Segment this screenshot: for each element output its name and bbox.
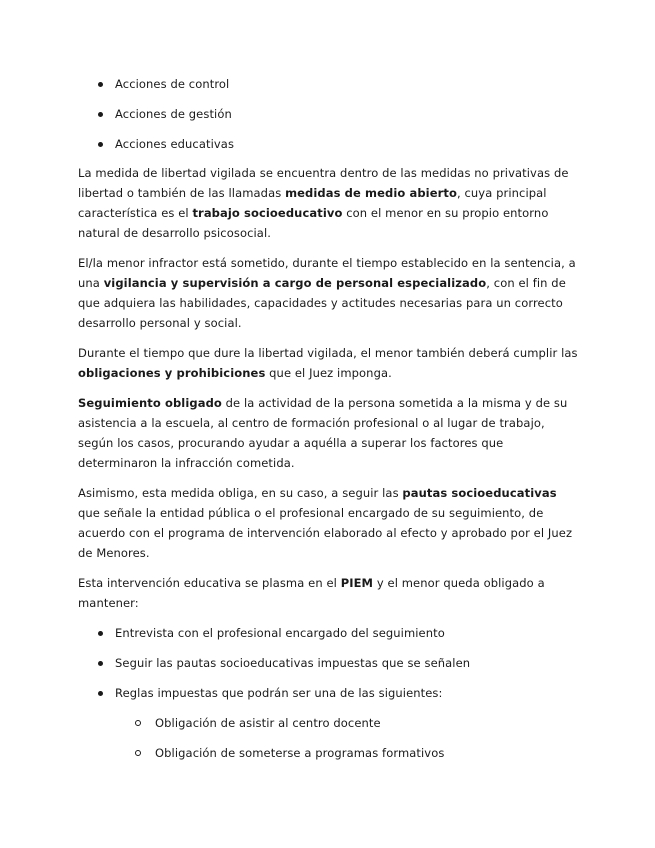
list-item: Entrevista con el profesional encargado del seguimiento xyxy=(78,623,578,643)
bold-text: vigilancia y supervisión a cargo de personal especializado xyxy=(103,276,487,290)
bold-text: pautas socioeducativas xyxy=(402,486,557,500)
list-item: Reglas impuestas que podrán ser una de las siguientes: xyxy=(78,683,578,703)
list-item: Seguir las pautas socioeducativas impuestas que se señalen xyxy=(78,653,578,673)
paragraph-pautas: Asimismo, esta medida obliga, en su caso, a seguir las pautas socioeducativas que señale la entidad pública o el profesional encargado de su seguimiento, de acuerdo con el programa de intervención elaborado al efecto y aprobado por el Juez de Menores. xyxy=(78,486,573,560)
document-body xyxy=(78,74,578,773)
bold-text: medidas de medio abierto xyxy=(285,186,457,200)
paragraph-libertad-vigilada: La medida de libertad vigilada se encuentra dentro de las medidas no privativas de libertad o también de las llamadas medidas de medio abierto, cuya principal característica es el trabajo socioeducativo con el menor en su propio entorno natural de desarrollo psicosocial. xyxy=(78,166,569,240)
bold-text: trabajo socioeducativo xyxy=(192,206,343,220)
list-item: Acciones de gestión xyxy=(78,104,578,124)
bullet-list-actions xyxy=(78,74,578,154)
bold-text: Seguimiento obligado xyxy=(78,396,222,410)
list-item: Acciones de control xyxy=(78,74,578,94)
paragraph-menor-infractor: El/la menor infractor está sometido, durante el tiempo establecido en la sentencia, a una vigilancia y supervisión a cargo de personal especializado, con el fin de que adquiera las habilidades, capacidades y actitudes necesarias para un correcto desarrollo personal y social. xyxy=(78,256,576,330)
paragraph-piem: Esta intervención educativa se plasma en el PIEM y el menor queda obligado a mantener: xyxy=(78,576,545,610)
list-item: Acciones educativas xyxy=(78,134,578,154)
list-item: Obligación de asistir al centro docente xyxy=(78,713,578,733)
paragraph-seguimiento: Seguimiento obligado de la actividad de la persona sometida a la misma y de su asistencia a la escuela, al centro de formación profesional o al lugar de trabajo, según los casos, procurando ayudar a aquélla a superar los factores que determinaron la infracción cometida. xyxy=(78,396,568,470)
bold-text: obligaciones y prohibiciones xyxy=(78,366,266,380)
bold-text: PIEM xyxy=(340,576,374,590)
list-item: Obligación de someterse a programas formativos xyxy=(78,743,578,763)
paragraph-obligaciones: Durante el tiempo que dure la libertad vigilada, el menor también deberá cumplir las obligaciones y prohibiciones que el Juez imponga. xyxy=(78,346,578,380)
bullet-list-obligations xyxy=(78,623,578,703)
sub-bullet-list-rules xyxy=(78,713,578,763)
